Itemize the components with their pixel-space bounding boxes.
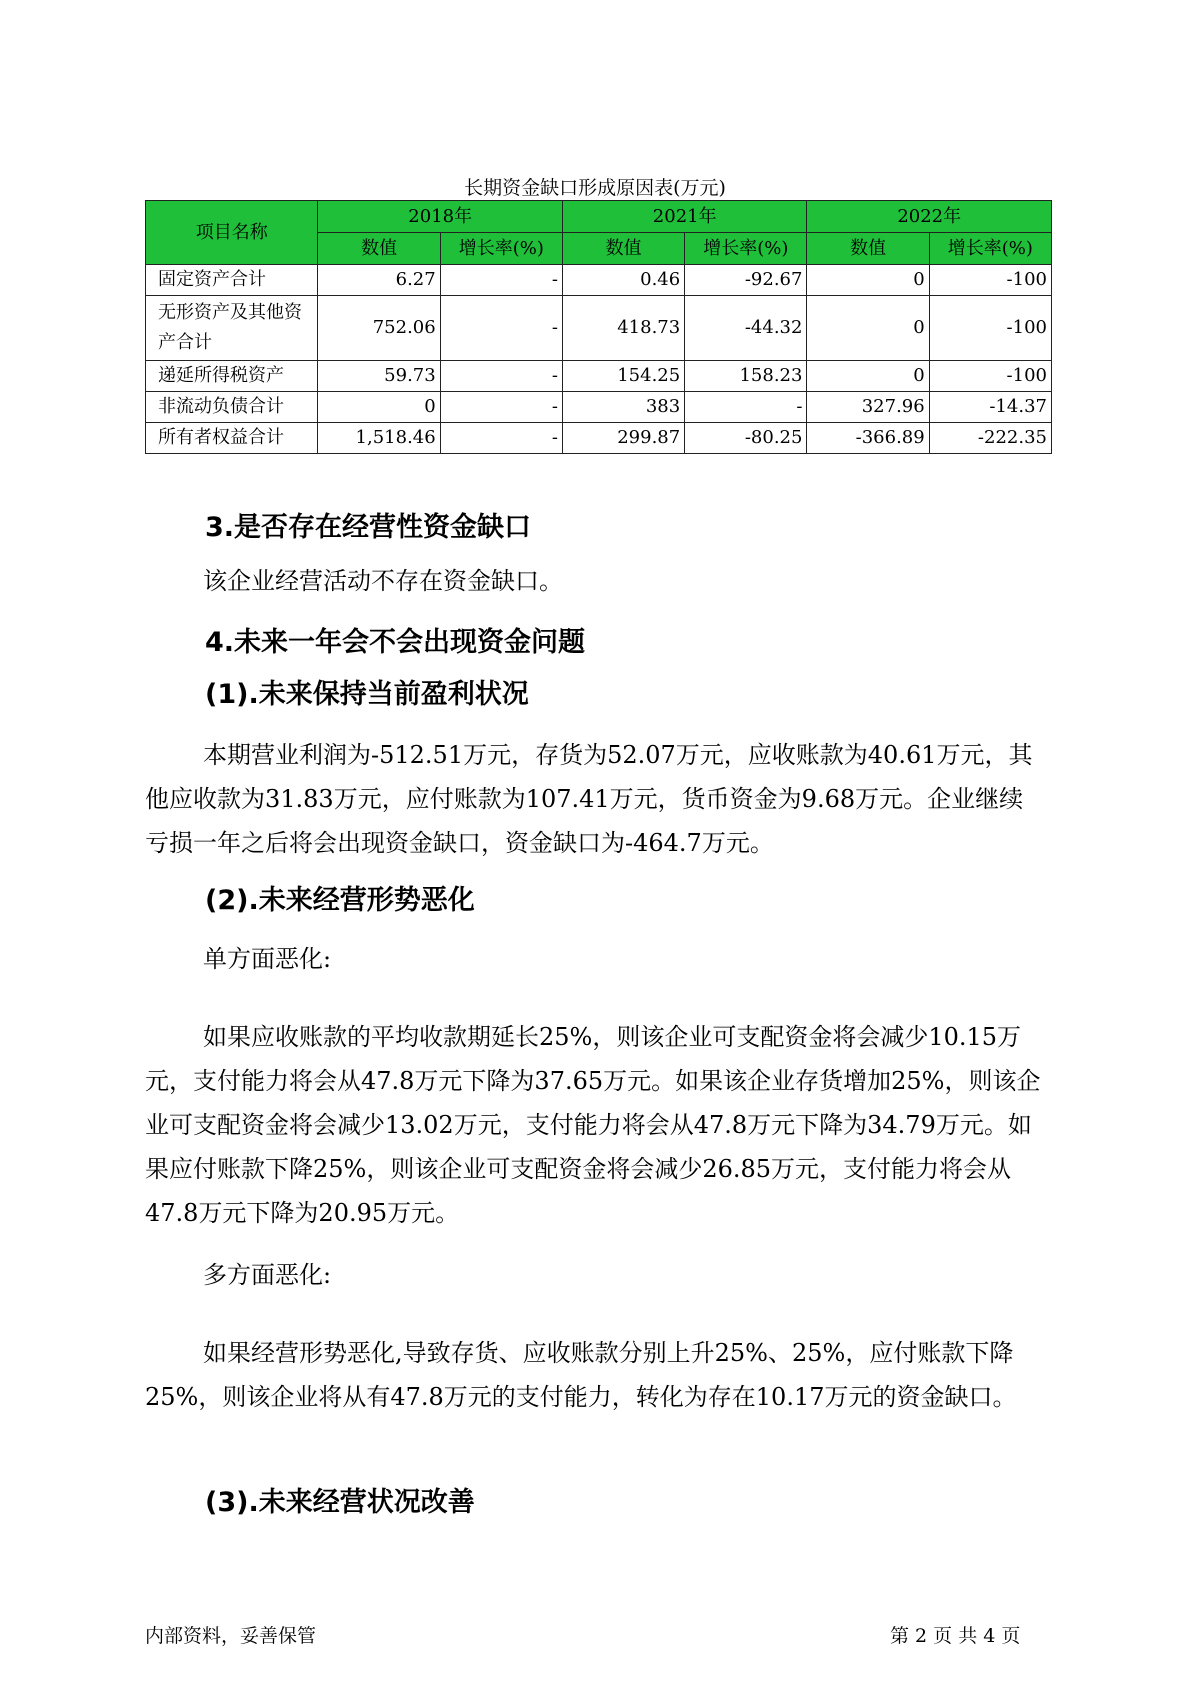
row-name	[146, 296, 318, 361]
header-growth: 增长率(%)	[440, 233, 562, 265]
cell-growth: -222.35	[929, 423, 1051, 454]
row-name: 所有者权益合计	[146, 423, 318, 454]
footer-page-number: 第 2 页 共 4 页	[890, 1625, 1021, 1647]
cell-growth: -	[440, 423, 562, 454]
section-4-heading: 4.未来一年会不会出现资金问题	[205, 627, 586, 658]
header-item-name: 项目名称	[146, 201, 318, 265]
table-title: 长期资金缺口形成原因表(万元)	[464, 177, 726, 199]
header-growth: 增长率(%)	[929, 233, 1051, 265]
cell-value: 752.06	[318, 296, 440, 361]
header-value: 数值	[562, 233, 684, 265]
row-name-line2: 产合计	[158, 332, 212, 353]
table-header-row-years	[146, 201, 1052, 233]
cell-growth: -100	[929, 296, 1051, 361]
cell-value: 59.73	[318, 361, 440, 392]
header-value: 数值	[318, 233, 440, 265]
section-4-2-heading: (2).未来经营形势恶化	[205, 885, 475, 916]
single-deterioration-text-body: 如果应收账款的平均收款期延长25%，则该企业可支配资金将会减少10.15万元，支付能力将会从47.8万元下降为37.65万元。如果该企业存货增加25%，则该企业可支配资金将会减少13.02万元，支付能力将会从47.8万元下降为34.79万元。如果应付账款下降25%，则该企业可支配资金将会减少26.85万元，支付能力将会从47.8万元下降为20.95万元。	[145, 1023, 1041, 1227]
single-deterioration-label-text: 单方面恶化:	[203, 945, 332, 973]
table-row	[146, 392, 1052, 423]
cell-growth: -92.67	[685, 265, 807, 296]
multi-deterioration-text	[145, 1331, 1045, 1419]
table-row	[146, 423, 1052, 454]
section-3-text	[145, 559, 1045, 603]
cell-growth: -100	[929, 265, 1051, 296]
multi-deterioration-text-body: 如果经营形势恶化,导致存货、应收账款分别上升25%、25%，应付账款下降25%，则该企业将从有47.8万元的支付能力，转化为存在10.17万元的资金缺口。	[145, 1339, 1017, 1411]
cell-value: 299.87	[562, 423, 684, 454]
cell-value: 0	[807, 361, 929, 392]
cell-growth: -100	[929, 361, 1051, 392]
footer-confidential: 内部资料，妥善保管	[145, 1625, 317, 1647]
cell-growth: -80.25	[685, 423, 807, 454]
single-deterioration-text	[145, 1015, 1045, 1235]
table-row	[146, 361, 1052, 392]
section-3-text-body: 该企业经营活动不存在资金缺口。	[203, 567, 563, 595]
row-name-line1: 无形资产及其他资	[158, 302, 302, 323]
multi-deterioration-label-text: 多方面恶化:	[203, 1261, 332, 1289]
cell-growth: -14.37	[929, 392, 1051, 423]
header-year-2021: 2021年	[562, 201, 807, 233]
cell-value: 418.73	[562, 296, 684, 361]
cell-value: 6.27	[318, 265, 440, 296]
section-4-1-text	[145, 733, 1045, 865]
table-row	[146, 296, 1052, 361]
capital-gap-table	[145, 200, 1052, 454]
header-growth: 增长率(%)	[685, 233, 807, 265]
cell-value: 0	[807, 296, 929, 361]
section-3-heading: 3.是否存在经营性资金缺口	[205, 512, 532, 543]
single-deterioration-label	[145, 937, 1045, 981]
cell-value: 0	[807, 265, 929, 296]
cell-growth: -	[440, 392, 562, 423]
cell-growth: -	[440, 361, 562, 392]
cell-growth: 158.23	[685, 361, 807, 392]
section-4-1-text-body: 本期营业利润为-512.51万元，存货为52.07万元，应收账款为40.61万元，其他应收款为31.83万元，应付账款为107.41万元，货币资金为9.68万元。企业继续亏损一年之后将会出现资金缺口，资金缺口为-464.7万元。	[145, 741, 1033, 857]
cell-value: 1,518.46	[318, 423, 440, 454]
cell-growth: -	[685, 392, 807, 423]
header-year-2018: 2018年	[318, 201, 563, 233]
section-4-3-heading: (3).未来经营状况改善	[205, 1487, 475, 1518]
row-name: 递延所得税资产	[146, 361, 318, 392]
cell-growth: -	[440, 265, 562, 296]
row-name: 固定资产合计	[146, 265, 318, 296]
cell-value: 0.46	[562, 265, 684, 296]
cell-value: 154.25	[562, 361, 684, 392]
cell-value: 0	[318, 392, 440, 423]
header-year-2022: 2022年	[807, 201, 1052, 233]
cell-growth: -44.32	[685, 296, 807, 361]
cell-growth: -	[440, 296, 562, 361]
cell-value: 383	[562, 392, 684, 423]
row-name: 非流动负债合计	[146, 392, 318, 423]
header-value: 数值	[807, 233, 929, 265]
cell-value: -366.89	[807, 423, 929, 454]
multi-deterioration-label	[145, 1253, 1045, 1297]
table-row	[146, 265, 1052, 296]
section-4-1-heading: (1).未来保持当前盈利状况	[205, 679, 529, 710]
cell-value: 327.96	[807, 392, 929, 423]
